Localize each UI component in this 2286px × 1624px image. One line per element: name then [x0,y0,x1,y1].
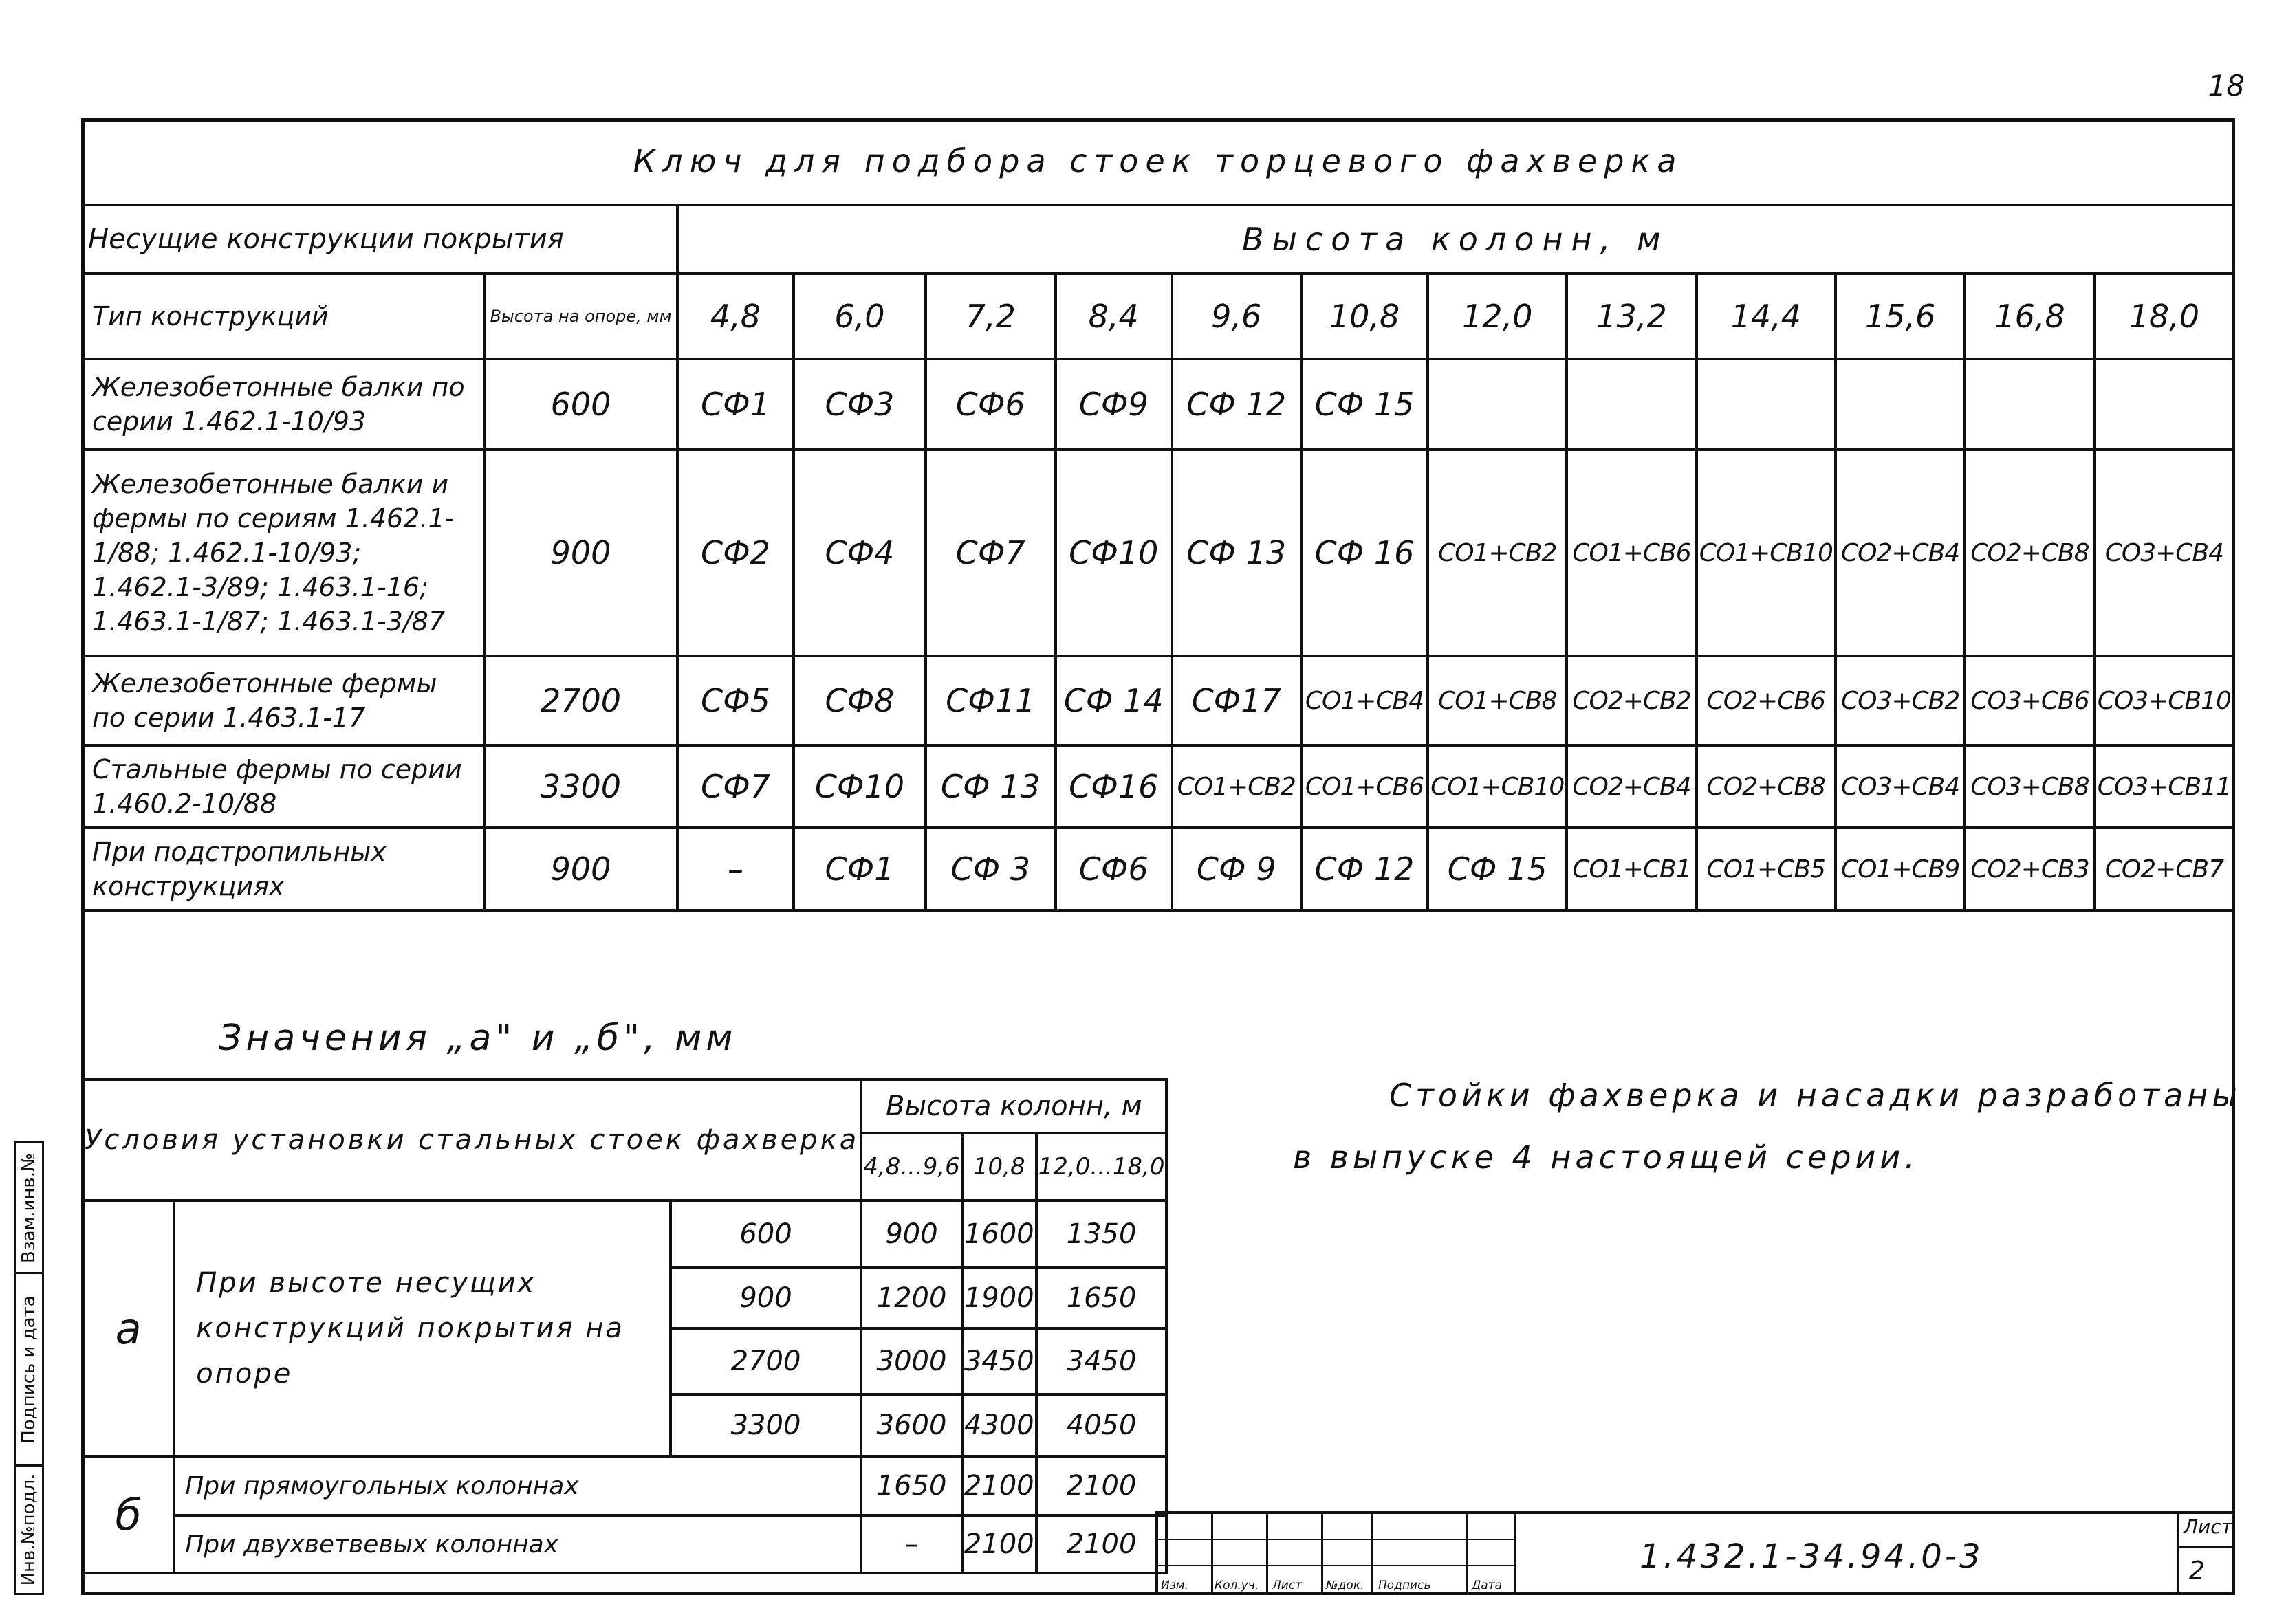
b-value: – [861,1515,962,1573]
table-row [83,828,2234,910]
stand-cell: СФ17 [1172,656,1301,745]
tb-label: Лист [1272,1579,1303,1592]
a-value: 900 [861,1200,962,1268]
stand-cell: СО3+СВ6 [1965,656,2094,745]
b-value: 2100 [962,1456,1036,1515]
stand-cell: СФ10 [1056,450,1172,656]
tb-label: №док. [1326,1579,1364,1592]
key-table [81,118,2235,912]
stand-cell: СФ 12 [1301,828,1428,910]
a-value: 1350 [1036,1200,1167,1268]
side-stamp [14,1141,44,1595]
a-support: 2700 [671,1328,862,1394]
stand-cell: СО1+СВ2 [1428,450,1567,656]
stand-cell [2095,359,2234,450]
side-sign-date: Подпись и дата [19,1295,39,1444]
table-row [83,745,2234,828]
height-cell: 15,6 [1836,274,1965,359]
tb-label: Дата [1472,1579,1503,1592]
a-value: 3450 [1036,1328,1167,1394]
stand-cell: СО1+СВ4 [1301,656,1428,745]
note-line-1: Стойки фахверка и насадки разработаны [1389,1077,2241,1114]
stand-cell: СФ8 [794,656,925,745]
stand-cell [1697,359,1836,450]
stand-cell: СО2+СВ8 [1697,745,1836,828]
b-value: 1650 [861,1456,962,1515]
b-value: 2100 [1036,1515,1167,1573]
stand-cell: СО1+СВ8 [1428,656,1567,745]
header-support-height: Высота на опоре, мм [484,274,677,359]
stand-cell: СФ 3 [926,828,1056,910]
key-table-title: Ключ для подбора стоек торцевого фахверка [83,118,2234,205]
structure-type: Стальные фермы по серии 1.460.2-10/88 [83,745,484,828]
b-description: При прямоугольных колоннах [174,1456,861,1515]
letter-b: б [83,1456,174,1573]
stand-cell: СФ4 [794,450,925,656]
header-column-height: Высота колонн, м [677,205,2234,274]
header-bearing-structures: Несущие конструкции покрытия [83,205,677,274]
stand-cell: СО3+СВ10 [2095,656,2234,745]
ab-sub-height: 10,8 [962,1133,1036,1200]
ab-sub-height: 4,8...9,6 [861,1133,962,1200]
stand-cell: СО2+СВ7 [2095,828,2234,910]
stand-cell: СФ 16 [1301,450,1428,656]
table-row [83,656,2234,745]
ab-section-title: Значения „а" и „б", мм [219,1018,737,1059]
stand-cell: СО2+СВ6 [1697,656,1836,745]
structure-type: Железобетонные балки и фермы по сериям 1.462.1-1/88; 1.462.1-10/93; 1.462.1-3/89; 1.463.1-16; 1.463.1-1/87; 1.463.1-3/87 [83,450,484,656]
letter-a: а [83,1200,174,1456]
a-support: 900 [671,1268,862,1328]
stand-cell: СО1+СВ10 [1428,745,1567,828]
b-value: 2100 [962,1515,1036,1573]
height-cell: 9,6 [1172,274,1301,359]
stand-cell: СО1+СВ6 [1567,450,1696,656]
side-cell-inv-sub [16,1467,42,1593]
ab-column-height-header: Высота колонн, м [861,1079,1166,1133]
support-height: 900 [484,828,677,910]
stand-cell: СФ1 [794,828,925,910]
table-row [83,1456,1166,1515]
stand-cell: СО1+СВ10 [1697,450,1836,656]
tb-col [1323,1514,1373,1595]
stand-cell [1567,359,1696,450]
structure-type: Железобетонные балки по серии 1.462.1-10/93 [83,359,484,450]
stand-cell: СФ9 [1056,359,1172,450]
height-cell: 14,4 [1697,274,1836,359]
stand-cell: СФ6 [926,359,1056,450]
document-code: 1.432.1-34.94.0-3 [1640,1537,1983,1576]
stand-cell: СФ7 [677,745,794,828]
stand-cell [1428,359,1567,450]
tb-col [1373,1514,1468,1595]
tb-label: Подпись [1378,1579,1431,1592]
structure-type: Железобетонные фермы по серии 1.463.1-17 [83,656,484,745]
stand-cell: СО2+СВ8 [1965,450,2094,656]
a-value: 3600 [861,1394,962,1456]
stand-cell: СО3+СВ11 [2095,745,2234,828]
a-value: 1200 [861,1268,962,1328]
stand-cell: СО3+СВ2 [1836,656,1965,745]
table-row [83,359,2234,450]
stand-cell [1965,359,2094,450]
height-cell: 12,0 [1428,274,1567,359]
a-support: 600 [671,1200,862,1268]
stand-cell: СО2+СВ4 [1836,450,1965,656]
stand-cell: СФ3 [794,359,925,450]
a-value: 1650 [1036,1268,1167,1328]
ab-table [81,1078,1168,1574]
tb-col [1468,1514,1516,1595]
structure-type: При подстропильных конструкциях [83,828,484,910]
b-description: При двухветвевых колоннах [174,1515,861,1573]
table-row [83,450,2234,656]
stand-cell: СФ 13 [1172,450,1301,656]
support-height: 2700 [484,656,677,745]
stand-cell: СФ5 [677,656,794,745]
stand-cell: СФ11 [926,656,1056,745]
sheet-number: 2 [2189,1557,2205,1585]
stand-cell: СО3+СВ4 [2095,450,2234,656]
tb-label: Изм. [1161,1579,1188,1592]
side-inv-sub: Инв.№подл. [19,1473,39,1586]
a-description: При высоте несущих конструкций покрытия на опоре [174,1200,671,1456]
b-value: 2100 [1036,1456,1167,1515]
support-height: 900 [484,450,677,656]
tb-col [1213,1514,1268,1595]
table-row [83,1200,1166,1268]
side-replace-inv: Взам.инв.№ [19,1152,39,1263]
page-number: 18 [2208,69,2245,102]
stand-cell: СО2+СВ2 [1567,656,1696,745]
header-structure-type: Тип конструкций [83,274,484,359]
stand-cell: СФ 15 [1428,828,1567,910]
height-cell: 7,2 [926,274,1056,359]
a-support: 3300 [671,1394,862,1456]
height-cell: 16,8 [1965,274,2094,359]
stand-cell: СФ7 [926,450,1056,656]
support-height: 600 [484,359,677,450]
a-value: 4300 [962,1394,1036,1456]
stand-cell: СФ 15 [1301,359,1428,450]
ab-sub-height: 12,0...18,0 [1036,1133,1167,1200]
stand-cell: СО1+СВ9 [1836,828,1965,910]
stand-cell: СФ6 [1056,828,1172,910]
stand-cell: – [677,828,794,910]
sheet-divider [2179,1546,2232,1548]
note-text [1293,1064,2241,1188]
stand-cell [1836,359,1965,450]
stand-cell: СФ 12 [1172,359,1301,450]
note-line-2: в выпуске 4 настоящей серии. [1293,1139,1919,1176]
a-value: 4050 [1036,1394,1167,1456]
stand-cell: СО2+СВ3 [1965,828,2094,910]
side-cell-sign-date [16,1274,42,1467]
stand-cell: СО1+СВ6 [1301,745,1428,828]
tb-label: Кол.уч. [1215,1579,1259,1592]
height-cell: 10,8 [1301,274,1428,359]
ab-conditions-header: Условия установки стальных стоек фахверка [83,1079,861,1200]
stand-cell: СФ10 [794,745,925,828]
support-height: 3300 [484,745,677,828]
sheet-label: Лист [2184,1515,2232,1538]
sheet-box [2177,1514,2232,1595]
a-value: 3000 [861,1328,962,1394]
stand-cell: СФ2 [677,450,794,656]
stand-cell: СО1+СВ5 [1697,828,1836,910]
stand-cell: СО3+СВ4 [1836,745,1965,828]
height-cell: 6,0 [794,274,925,359]
stand-cell: СФ1 [677,359,794,450]
tb-col [1158,1514,1213,1595]
stand-cell: СФ 9 [1172,828,1301,910]
height-cell: 13,2 [1567,274,1696,359]
a-value: 1900 [962,1268,1036,1328]
table-row [83,1515,1166,1573]
height-cell: 18,0 [2095,274,2234,359]
stand-cell: СО1+СВ1 [1567,828,1696,910]
tb-col [1268,1514,1323,1595]
stand-cell: СО2+СВ4 [1567,745,1696,828]
stand-cell: СФ 14 [1056,656,1172,745]
a-value: 3450 [962,1328,1036,1394]
height-cell: 8,4 [1056,274,1172,359]
stand-cell: СФ 13 [926,745,1056,828]
stand-cell: СО3+СВ8 [1965,745,2094,828]
stand-cell: СФ16 [1056,745,1172,828]
side-cell-replace-inv [16,1143,42,1274]
title-block [1155,1511,2235,1595]
stand-cell: СО1+СВ2 [1172,745,1301,828]
a-value: 1600 [962,1200,1036,1268]
height-cell: 4,8 [677,274,794,359]
